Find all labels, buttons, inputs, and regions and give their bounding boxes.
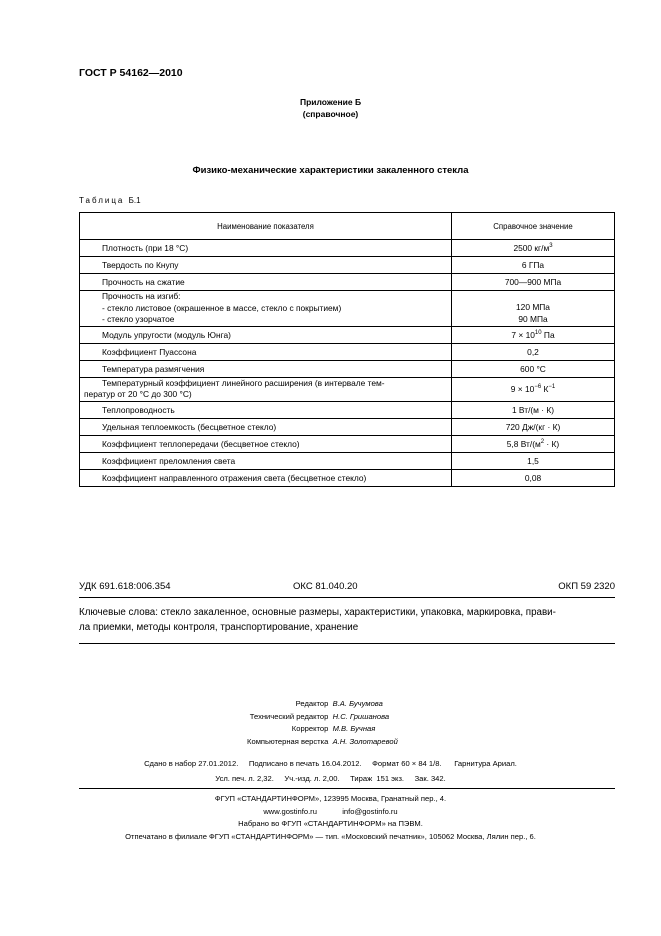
property-value: 600 °С <box>452 360 615 377</box>
property-value-1: 120 МПа <box>516 302 550 313</box>
property-value: 1 Вт/(м · К) <box>452 401 615 418</box>
property-value: 1,5 <box>452 452 615 469</box>
table-row <box>80 343 615 360</box>
appendix-heading <box>0 96 661 120</box>
column-header-name: Наименование показателя <box>80 213 452 240</box>
property-name: Теплопроводность <box>80 401 452 418</box>
properties-table <box>79 212 615 487</box>
table-row <box>80 452 615 469</box>
property-name: Удельная теплоемкость (бесцветное стекло) <box>80 418 452 435</box>
property-value: 0,2 <box>452 343 615 360</box>
table-label <box>79 196 141 205</box>
appendix-type: (справочное) <box>302 109 359 119</box>
table-row <box>80 291 615 327</box>
property-value: $9 \times 10^{-6}$ $К^{-1}$ <box>452 377 615 401</box>
property-name-line1: Температурный коэффициент линейного расширения (в интервале тем- <box>102 377 385 388</box>
property-value: 2500 $кг/м^3$ <box>452 240 615 257</box>
publisher-line2: www.gostinfo.ru info@gostinfo.ru <box>263 806 398 816</box>
property-value: $7 \times 10^{10}$ Па <box>452 326 615 343</box>
table-header-row <box>80 213 615 240</box>
property-value: 720 Дж/(кг · К) <box>452 418 615 435</box>
table-row <box>80 257 615 274</box>
table-row <box>80 401 615 418</box>
property-value: 0,08 <box>452 469 615 486</box>
publisher-line4: Отпечатано в филиале ФГУП «СТАНДАРТИНФОРМ» — тип. «Московский печатник», 105062 Москва, Лялин пер., 6. <box>125 831 536 841</box>
property-name: Модуль упругости (модуль Юнга) <box>80 326 452 343</box>
table-row <box>80 274 615 291</box>
keywords-line1: Ключевые слова: стекло закаленное, основные размеры, характеристики, упаковка, маркировка, прави- <box>79 607 556 618</box>
keywords-line2: ла приемки, методы контроля, транспортирование, хранение <box>79 622 359 633</box>
table-label-text: Таблица <box>79 196 125 205</box>
table-row <box>80 240 615 257</box>
credit-row: Технический редактор Н.С. Гришанова <box>249 711 390 721</box>
property-subitem: - стекло узорчатое <box>102 314 175 324</box>
property-subitem: - стекло листовое (окрашенное в массе, стекло с покрытием) <box>102 302 342 313</box>
property-name <box>80 377 452 401</box>
property-name: Коэффициент преломления света <box>80 452 452 469</box>
property-name: Коэффициент теплопередачи (бесцветное стекло) <box>80 435 452 452</box>
oks-code: ОКС 81.040.20 <box>293 581 358 592</box>
property-value: 6 ГПа <box>452 257 615 274</box>
table-row <box>80 469 615 486</box>
imprint-line2: Усл. печ. л. 2,32. Уч.-изд. л. 2,00. Тираж 151 экз. Зак. 342. <box>215 773 446 783</box>
table-row <box>80 435 615 452</box>
divider <box>79 643 615 644</box>
credits <box>0 698 661 748</box>
publisher-info <box>0 793 661 843</box>
credit-row: Корректор М.В. Бучная <box>291 724 376 733</box>
keywords <box>79 605 615 635</box>
property-name: Коэффициент Пуассона <box>80 343 452 360</box>
property-name-main: Прочность на изгиб: <box>102 291 181 301</box>
credit-row: Редактор В.А. Бучумова <box>295 699 383 708</box>
credit-row: Компьютерная верстка А.Н. Золотаревой <box>247 736 398 746</box>
standard-number: ГОСТ Р 54162—2010 <box>79 67 183 79</box>
property-value <box>452 291 615 327</box>
property-value-2: 90 МПа <box>518 313 548 324</box>
property-name: Прочность на сжатие <box>80 274 452 291</box>
property-value: 5,8 $Вт/(м^2 \cdot К)$ <box>452 435 615 452</box>
section-title: Физико-механические характеристики закаленного стекла <box>192 165 469 176</box>
property-name-line2: ператур от 20 °С до 300 °С) <box>84 389 192 399</box>
property-name: Плотность (при 18 °С) <box>80 240 452 257</box>
divider <box>79 597 615 598</box>
appendix-title: Приложение Б <box>299 97 362 107</box>
table-row <box>80 418 615 435</box>
udk-code: УДК 691.618:006.354 <box>79 581 171 592</box>
okp-code: ОКП 59 2320 <box>558 581 615 592</box>
property-name: Твердость по Кнупу <box>80 257 452 274</box>
table-row <box>80 377 615 401</box>
imprint <box>0 757 661 786</box>
property-name: Температура размягчения <box>80 360 452 377</box>
publisher-line3: Набрано во ФГУП «СТАНДАРТИНФОРМ» на ПЭВМ. <box>238 819 423 828</box>
table-row <box>80 326 615 343</box>
table-number: Б.1 <box>128 196 141 205</box>
column-header-value: Справочное значение <box>452 213 615 240</box>
publisher-line1: ФГУП «СТАНДАРТИНФОРМ», 123995 Москва, Гранатный пер., 4. <box>214 794 447 803</box>
divider <box>79 788 615 789</box>
property-name <box>80 291 452 327</box>
property-name: Коэффициент направленного отражения света (бесцветное стекло) <box>80 469 452 486</box>
imprint-line1: Сдано в набор 27.01.2012. Подписано в печать 16.04.2012. Формат 60 × 84 1/8. Гарнитура Ариал. <box>144 759 517 768</box>
property-value: 700—900 МПа <box>452 274 615 291</box>
table-row <box>80 360 615 377</box>
